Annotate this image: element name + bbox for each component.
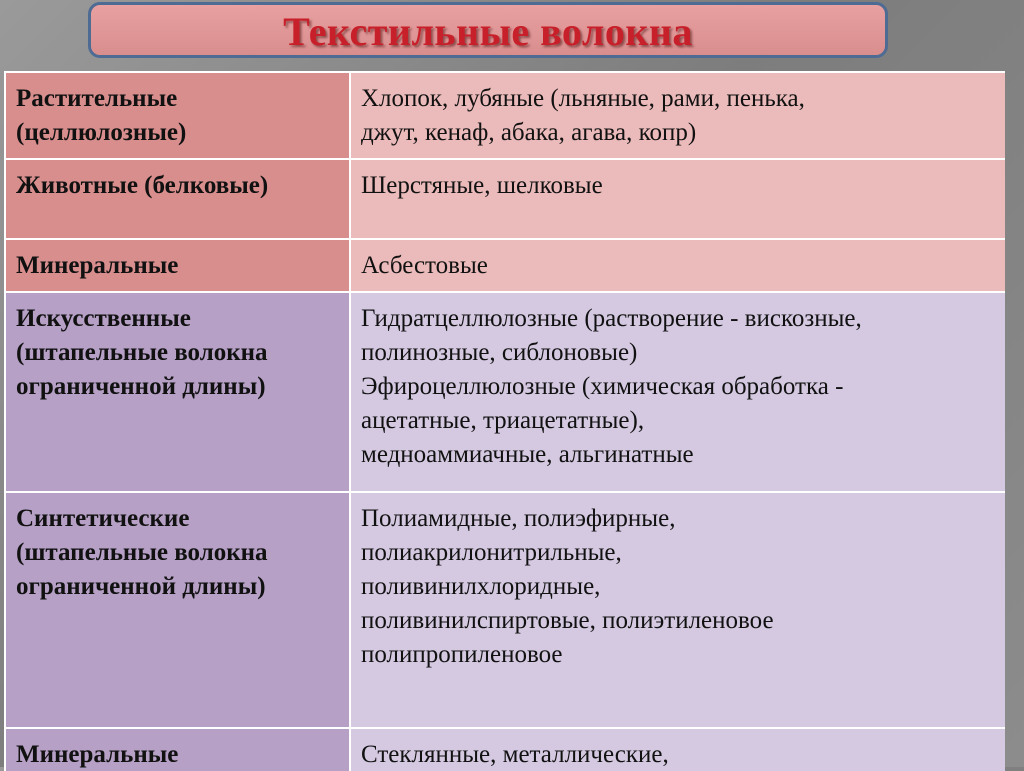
description-cell — [350, 292, 1005, 492]
category-cell — [5, 239, 350, 292]
category-line: Искусственные — [16, 305, 191, 332]
description-line: Полиамидные, полиэфирные, — [361, 505, 676, 532]
description-cell — [350, 492, 1005, 728]
description-line: поливинилхлоридные, — [361, 573, 601, 600]
description-line: Стеклянные, металлические, — [361, 741, 669, 768]
page-title: Текстильные волокна — [283, 8, 693, 54]
category-line: (штапельные волокна — [16, 339, 268, 366]
title-banner — [88, 2, 888, 58]
description-line: Гидратцеллюлозные (растворение - вискозные, — [361, 305, 862, 332]
fiber-classification-table — [4, 71, 1005, 771]
category-line: (целлюлозные) — [16, 119, 187, 146]
category-line: Минеральные — [16, 741, 179, 768]
table-row — [5, 239, 1005, 292]
description-line: Шерстяные, шелковые — [361, 172, 603, 199]
category-cell — [5, 159, 350, 239]
category-line: ограниченной длины) — [16, 573, 266, 600]
description-cell — [350, 72, 1005, 159]
category-cell — [5, 292, 350, 492]
fiber-table-container — [4, 71, 1005, 771]
description-line: полинозные, сиблоновые) — [361, 339, 638, 366]
description-line: полиакрилонитрильные, — [361, 539, 622, 566]
description-line: медноаммиачные, альгинатные — [361, 441, 694, 468]
category-cell — [5, 492, 350, 728]
category-line: (штапельные волокна — [16, 539, 268, 566]
description-line: Эфироцеллюлозные (химическая обработка - — [361, 373, 844, 400]
table-row — [5, 159, 1005, 239]
description-line: Хлопок, лубяные (льняные, рами, пенька, — [361, 85, 805, 112]
description-cell — [350, 159, 1005, 239]
table-row — [5, 492, 1005, 728]
category-line: ограниченной длины) — [16, 373, 266, 400]
category-cell — [5, 728, 350, 771]
category-line: Синтетические — [16, 505, 190, 532]
description-line: джут, кенаф, абака, агава, копр) — [361, 119, 697, 146]
description-line: Асбестовые — [361, 252, 488, 279]
category-line: Животные (белковые) — [16, 172, 269, 199]
description-cell — [350, 728, 1005, 771]
description-line: поливинилспиртовые, полиэтиленовое — [361, 607, 774, 634]
table-row — [5, 292, 1005, 492]
table-row — [5, 728, 1005, 771]
category-line: Растительные — [16, 85, 178, 112]
description-line: полипропиленовое — [361, 641, 563, 668]
category-cell — [5, 72, 350, 159]
description-line: ацетатные, триацетатные), — [361, 407, 645, 434]
table-row — [5, 72, 1005, 159]
category-line: Минеральные — [16, 252, 179, 279]
description-cell — [350, 239, 1005, 292]
